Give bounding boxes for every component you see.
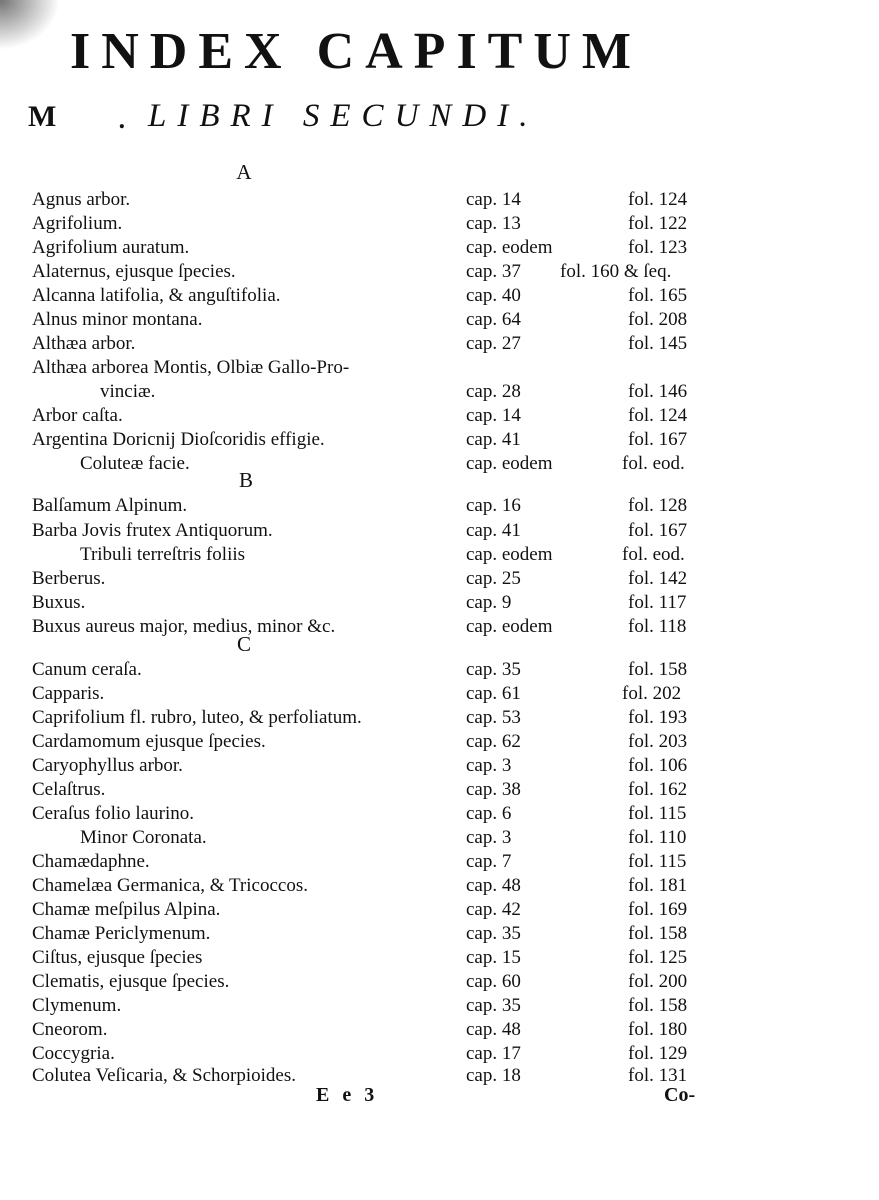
entry-cap: cap. 48 <box>466 1019 521 1040</box>
index-row <box>0 802 879 826</box>
entry-name: Althæa arbor. <box>32 333 136 354</box>
entry-cap: cap. 28 <box>466 381 521 402</box>
side-mark: M <box>28 100 57 133</box>
entry-name: Caprifolium fl. rubro, luteo, & perfoliatum. <box>32 707 362 728</box>
entry-fol: fol. 131 <box>628 1065 688 1086</box>
signature-mark: E e 3 <box>316 1084 379 1106</box>
entry-name: Agnus arbor. <box>32 189 131 210</box>
entry-name: Chamæ meſpilus Alpina. <box>32 899 221 920</box>
page-subtitle: LIBRI SECUNDI. <box>148 98 539 134</box>
entry-cap: cap. eodem <box>466 453 553 474</box>
index-row <box>0 212 879 236</box>
index-row <box>0 970 879 994</box>
entry-fol: fol. 181 <box>628 875 688 896</box>
entry-cap: cap. 3 <box>466 755 512 776</box>
entry-name: Althæa arborea Montis, Olbiæ Gallo-Pro- <box>32 357 350 378</box>
entry-name: Chamædaphne. <box>32 851 150 872</box>
entry-fol: fol. 193 <box>628 707 688 728</box>
entry-fol: fol. 110 <box>628 827 687 848</box>
section-letter-b: B <box>238 468 253 492</box>
entry-cap: cap. 9 <box>466 592 512 613</box>
index-row <box>0 1042 879 1066</box>
index-row <box>0 428 879 452</box>
index-row <box>0 1064 879 1088</box>
entry-fol: fol. 145 <box>628 333 688 354</box>
entry-name: Caryophyllus arbor. <box>32 755 183 776</box>
entry-fol: fol. 203 <box>628 731 688 752</box>
entry-name: Chamæ Periclymenum. <box>32 923 211 944</box>
index-row <box>0 898 879 922</box>
entry-fol: fol. 158 <box>628 995 688 1016</box>
entry-cap: cap. eodem <box>466 237 553 258</box>
section-letter-c: C <box>236 632 251 656</box>
index-row <box>0 946 879 970</box>
index-row <box>0 730 879 754</box>
entry-fol: fol. 106 <box>628 755 688 776</box>
entry-fol: fol. 208 <box>628 309 688 330</box>
entry-name: Colutea Veſicaria, & Schorpioides. <box>32 1065 297 1086</box>
entry-name: Alaternus, ejusque ſpecies. <box>32 261 236 282</box>
index-row <box>0 874 879 898</box>
entry-cap: cap. 41 <box>466 520 521 541</box>
entry-cap: cap. 7 <box>466 851 512 872</box>
entry-name: Berberus. <box>32 568 106 589</box>
index-row <box>0 826 879 850</box>
entry-name: Coccygria. <box>32 1043 115 1064</box>
entry-fol: fol. 158 <box>628 659 688 680</box>
entry-cap: cap. 3 <box>466 827 512 848</box>
entry-fol: fol. 123 <box>628 237 688 258</box>
entry-name: Minor Coronata. <box>80 827 207 848</box>
index-row <box>0 1018 879 1042</box>
entry-name: Alcanna latifolia, & anguſtifolia. <box>32 285 281 306</box>
entry-fol: fol. 165 <box>628 285 688 306</box>
entry-name: Celaſtrus. <box>32 779 106 800</box>
entry-fol: fol. 124 <box>628 189 688 210</box>
index-row <box>0 706 879 730</box>
entry-fol: fol. 128 <box>628 495 688 516</box>
entry-cap: cap. 35 <box>466 923 521 944</box>
index-row <box>0 591 879 615</box>
page-title: INDEX CAPITUM <box>70 23 642 80</box>
index-row <box>0 188 879 212</box>
section-letter-a: A <box>236 160 252 184</box>
entry-fol: fol. 124 <box>628 405 688 426</box>
entry-name: Arbor caſta. <box>32 405 123 426</box>
entry-fol: fol. 146 <box>628 381 688 402</box>
entry-name: vinciæ. <box>100 381 156 402</box>
entry-name: Ceraſus folio laurino. <box>32 803 194 824</box>
entry-cap: cap. 6 <box>466 803 512 824</box>
scan-shadow <box>0 0 60 50</box>
entry-fol: fol. 129 <box>628 1043 688 1064</box>
index-row <box>0 236 879 260</box>
index-row <box>0 567 879 591</box>
entry-fol: fol. 142 <box>628 568 688 589</box>
entry-cap: cap. eodem <box>466 544 553 565</box>
entry-name: Cardamomum ejusque ſpecies. <box>32 731 266 752</box>
entry-name: Agrifolium. <box>32 213 123 234</box>
entry-fol: fol. eod. <box>622 544 685 565</box>
index-row <box>0 778 879 802</box>
entry-name: Argentina Doricnij Dioſcoridis effigie. <box>32 429 325 450</box>
entry-name: Capparis. <box>32 683 105 704</box>
entry-cap: cap. 38 <box>466 779 521 800</box>
index-row <box>0 452 879 476</box>
entry-fol: fol. 202 <box>622 683 682 704</box>
index-row <box>0 380 879 404</box>
entry-name: Buxus aureus major, medius, minor &c. <box>32 616 336 637</box>
entry-fol: fol. 125 <box>628 947 688 968</box>
entry-cap: cap. 14 <box>466 405 521 426</box>
entry-name: Coluteæ facie. <box>80 453 190 474</box>
index-row <box>0 543 879 567</box>
index-row <box>0 922 879 946</box>
entry-cap: cap. 35 <box>466 995 521 1016</box>
entry-name: Clymenum. <box>32 995 122 1016</box>
entry-cap: cap. 15 <box>466 947 521 968</box>
entry-name: Alnus minor montana. <box>32 309 203 330</box>
entry-fol: fol. 122 <box>628 213 688 234</box>
entry-cap: cap. 64 <box>466 309 521 330</box>
index-row <box>0 284 879 308</box>
entry-name: Buxus. <box>32 592 86 613</box>
entry-name: Chamelæa Germanica, & Tricoccos. <box>32 875 308 896</box>
index-row <box>0 994 879 1018</box>
entry-cap: cap. 27 <box>466 333 521 354</box>
entry-cap: cap. 42 <box>466 899 521 920</box>
entry-name: Clematis, ejusque ſpecies. <box>32 971 230 992</box>
entry-cap: cap. 25 <box>466 568 521 589</box>
entry-cap: cap. 17 <box>466 1043 521 1064</box>
index-row <box>0 682 879 706</box>
entry-cap: cap. 35 <box>466 659 521 680</box>
entry-fol: fol. 167 <box>628 520 688 541</box>
entry-name: Tribuli terreſtris foliis <box>80 544 246 565</box>
entry-name: Balſamum Alpinum. <box>32 495 188 516</box>
entry-fol: fol. 167 <box>628 429 688 450</box>
entry-cap: cap. 16 <box>466 495 521 516</box>
index-row <box>0 658 879 682</box>
entry-cap: cap. 62 <box>466 731 521 752</box>
index-row <box>0 615 879 639</box>
entry-fol: fol. 180 <box>628 1019 688 1040</box>
index-row <box>0 308 879 332</box>
index-row <box>0 494 879 518</box>
index-row <box>0 519 879 543</box>
entry-cap: cap. 61 <box>466 683 521 704</box>
catchword: Co- <box>664 1084 696 1106</box>
entry-cap: cap. 40 <box>466 285 521 306</box>
index-row <box>0 260 879 284</box>
entry-cap: cap. 37 <box>466 261 521 282</box>
entry-cap: cap. 13 <box>466 213 521 234</box>
entry-fol: fol. 115 <box>628 851 687 872</box>
entry-fol: fol. 115 <box>628 803 687 824</box>
entry-fol: fol. 117 <box>628 592 687 613</box>
entry-cap: cap. 60 <box>466 971 521 992</box>
index-row <box>0 404 879 428</box>
entry-name: Ciſtus, ejusque ſpecies <box>32 947 203 968</box>
entry-fol: fol. 118 <box>628 616 687 637</box>
entry-fol: fol. 160 & ſeq. <box>560 261 672 282</box>
entry-name: Canum ceraſa. <box>32 659 142 680</box>
entry-fol: fol. eod. <box>622 453 685 474</box>
entry-cap: cap. eodem <box>466 616 553 637</box>
entry-name: Barba Jovis frutex Antiquorum. <box>32 520 273 541</box>
index-row <box>0 356 879 380</box>
entry-cap: cap. 14 <box>466 189 521 210</box>
entry-name: Agrifolium auratum. <box>32 237 190 258</box>
entry-cap: cap. 41 <box>466 429 521 450</box>
title-bullet: . <box>118 108 126 134</box>
entry-name: Cneorom. <box>32 1019 108 1040</box>
entry-cap: cap. 48 <box>466 875 521 896</box>
entry-fol: fol. 158 <box>628 923 688 944</box>
index-row <box>0 754 879 778</box>
entry-fol: fol. 169 <box>628 899 688 920</box>
index-row <box>0 850 879 874</box>
entry-cap: cap. 53 <box>466 707 521 728</box>
entry-fol: fol. 162 <box>628 779 688 800</box>
entry-fol: fol. 200 <box>628 971 688 992</box>
index-row <box>0 332 879 356</box>
entry-cap: cap. 18 <box>466 1065 521 1086</box>
